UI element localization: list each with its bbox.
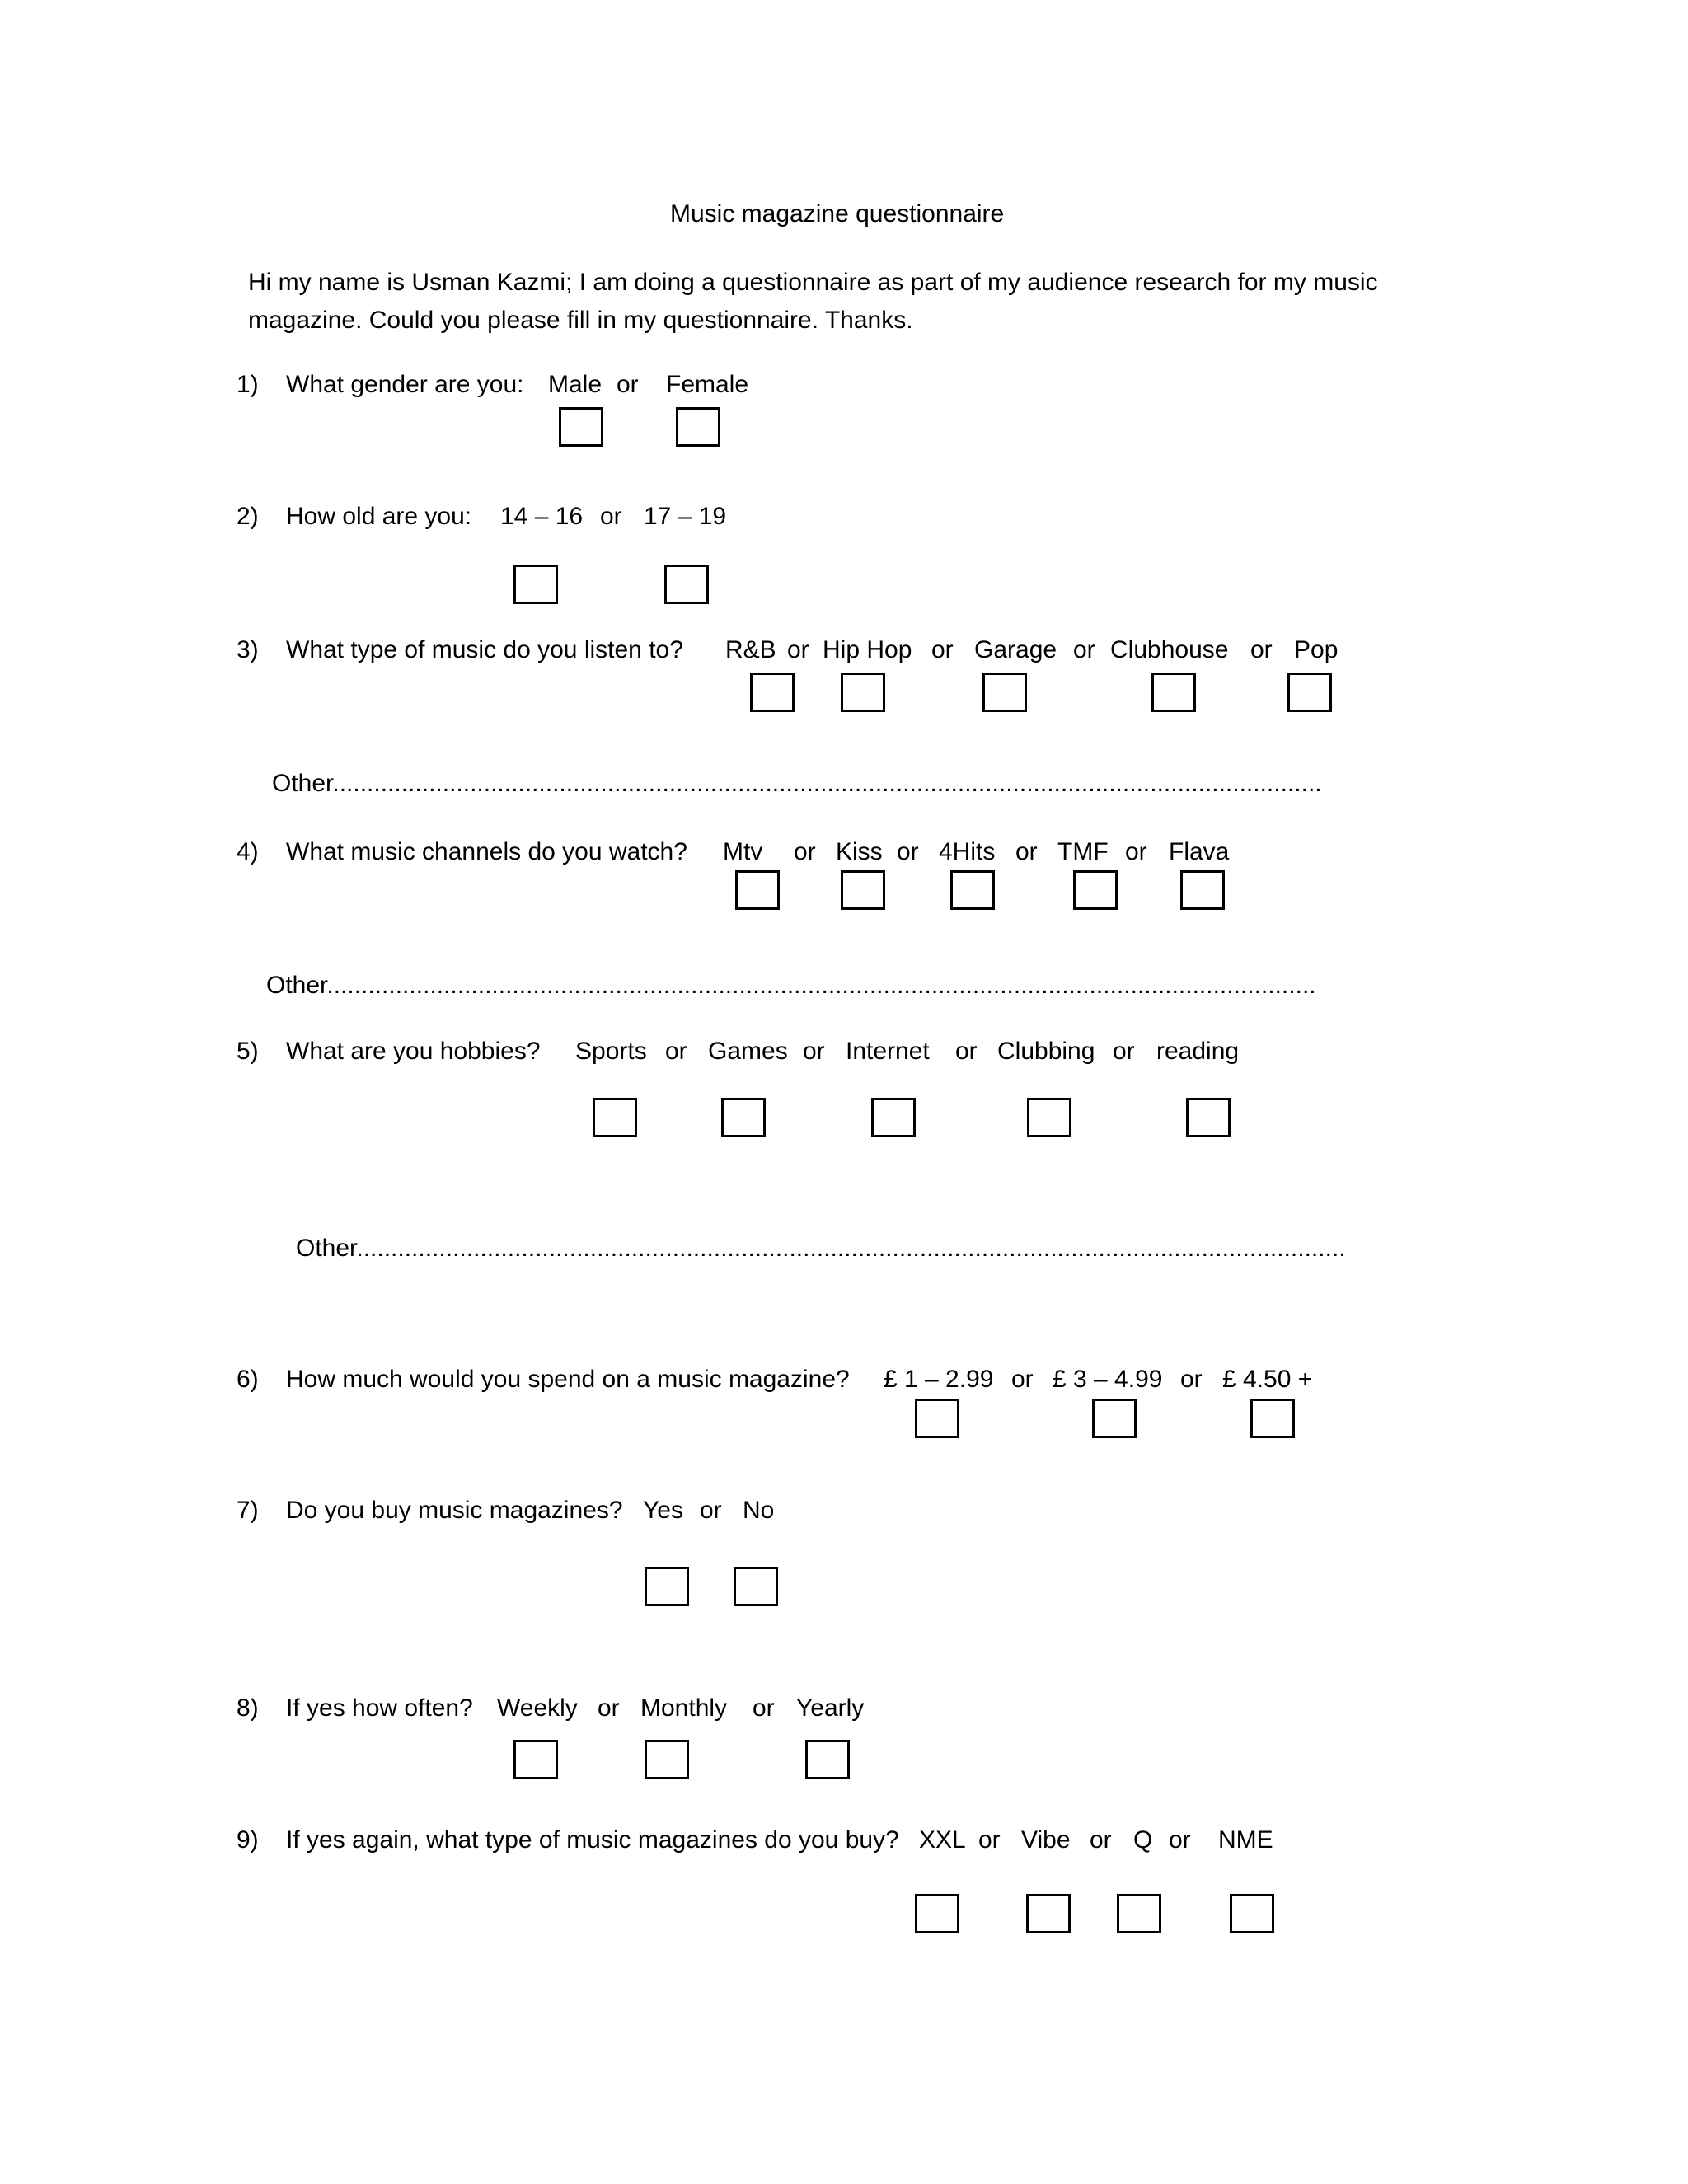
question-text: If yes how often?: [286, 1694, 473, 1722]
separator-or: or: [617, 371, 639, 398]
other-input-channels[interactable]: Other................................................................................................................................................: [266, 972, 1316, 999]
separator-or: or: [1180, 1366, 1203, 1393]
option-label-kiss: Kiss: [836, 838, 883, 865]
option-label-mtv: Mtv: [723, 838, 763, 865]
checkbox-games[interactable]: [721, 1098, 766, 1137]
separator-or: or: [1250, 636, 1273, 663]
separator-or: or: [753, 1694, 775, 1722]
separator-or: or: [897, 838, 919, 865]
checkbox-weekly[interactable]: [513, 1740, 558, 1779]
checkbox-xxl[interactable]: [915, 1894, 959, 1933]
option-label-clubbing: Clubbing: [997, 1038, 1095, 1065]
checkbox-mtv[interactable]: [735, 870, 780, 910]
question-text: How much would you spend on a music magazine?: [286, 1366, 850, 1393]
separator-or: or: [1169, 1826, 1191, 1854]
checkbox-yes[interactable]: [645, 1567, 689, 1606]
separator-or: or: [665, 1038, 687, 1065]
checkbox-pop[interactable]: [1287, 673, 1332, 712]
separator-or: or: [1073, 636, 1095, 663]
page-title: Music magazine questionnaire: [670, 200, 1005, 227]
separator-or: or: [787, 636, 809, 663]
option-label-garage: Garage: [974, 636, 1057, 663]
separator-or: or: [1113, 1038, 1135, 1065]
checkbox-rnb[interactable]: [750, 673, 795, 712]
checkbox-female[interactable]: [676, 407, 720, 447]
question-number: 4): [237, 838, 259, 865]
question-text: How old are you:: [286, 503, 472, 530]
option-label-internet: Internet: [846, 1038, 930, 1065]
option-label-xxl: XXL: [919, 1826, 966, 1854]
separator-or: or: [803, 1038, 825, 1065]
checkbox-internet[interactable]: [871, 1098, 916, 1137]
question-text: If yes again, what type of music magazines do you buy?: [286, 1826, 899, 1854]
checkbox-male[interactable]: [559, 407, 603, 447]
option-label-sports: Sports: [575, 1038, 647, 1065]
checkbox-clubbing[interactable]: [1027, 1098, 1071, 1137]
checkbox-garage[interactable]: [982, 673, 1027, 712]
checkbox-4hits[interactable]: [950, 870, 995, 910]
option-label-reading: reading: [1156, 1038, 1240, 1065]
option-label-monthly: Monthly: [640, 1694, 728, 1722]
checkbox-clubhouse[interactable]: [1151, 673, 1196, 712]
separator-or: or: [955, 1038, 978, 1065]
checkbox-yearly[interactable]: [805, 1740, 850, 1779]
question-number: 5): [237, 1038, 259, 1065]
option-label-1-299: £ 1 – 2.99: [884, 1366, 994, 1393]
question-text: Do you buy music magazines?: [286, 1497, 623, 1524]
question-text: What gender are you:: [286, 371, 524, 398]
separator-or: or: [794, 838, 816, 865]
checkbox-nme[interactable]: [1230, 1894, 1274, 1933]
option-label-pop: Pop: [1294, 636, 1339, 663]
option-label-17-19: 17 – 19: [644, 503, 727, 530]
checkbox-q[interactable]: [1117, 1894, 1161, 1933]
option-label-clubhouse: Clubhouse: [1110, 636, 1229, 663]
checkbox-tmf[interactable]: [1073, 870, 1118, 910]
checkbox-vibe[interactable]: [1026, 1894, 1071, 1933]
option-label-yearly: Yearly: [796, 1694, 865, 1722]
checkbox-kiss[interactable]: [841, 870, 885, 910]
separator-or: or: [1011, 1366, 1034, 1393]
option-label-games: Games: [708, 1038, 788, 1065]
option-label-female: Female: [666, 371, 749, 398]
checkbox-sports[interactable]: [593, 1098, 637, 1137]
checkbox-no[interactable]: [734, 1567, 778, 1606]
question-number: 7): [237, 1497, 259, 1524]
other-input-music-type[interactable]: Other................................................................................................................................................: [272, 770, 1322, 797]
option-label-weekly: Weekly: [497, 1694, 578, 1722]
checkbox-450-plus[interactable]: [1250, 1399, 1295, 1438]
checkbox-flava[interactable]: [1180, 870, 1225, 910]
option-label-rnb: R&B: [725, 636, 776, 663]
option-label-q: Q: [1133, 1826, 1153, 1854]
checkbox-1-299[interactable]: [915, 1399, 959, 1438]
checkbox-monthly[interactable]: [645, 1740, 689, 1779]
separator-or: or: [978, 1826, 1001, 1854]
option-label-male: Male: [548, 371, 603, 398]
checkbox-17-19[interactable]: [664, 565, 709, 604]
question-text: What type of music do you listen to?: [286, 636, 683, 663]
option-label-14-16: 14 – 16: [500, 503, 584, 530]
separator-or: or: [931, 636, 954, 663]
option-label-yes: Yes: [643, 1497, 683, 1524]
separator-or: or: [1125, 838, 1147, 865]
question-text: What music channels do you watch?: [286, 838, 687, 865]
option-label-hip-hop: Hip Hop: [823, 636, 912, 663]
checkbox-14-16[interactable]: [513, 565, 558, 604]
option-label-vibe: Vibe: [1021, 1826, 1071, 1854]
question-number: 6): [237, 1366, 259, 1393]
question-number: 3): [237, 636, 259, 663]
option-label-no: No: [743, 1497, 775, 1524]
option-label-450-plus: £ 4.50 +: [1222, 1366, 1313, 1393]
option-label-tmf: TMF: [1057, 838, 1109, 865]
other-input-hobbies[interactable]: Other................................................................................................................................................: [296, 1235, 1346, 1262]
separator-or: or: [700, 1497, 722, 1524]
option-label-4hits: 4Hits: [939, 838, 996, 865]
option-label-3-499: £ 3 – 4.99: [1053, 1366, 1163, 1393]
separator-or: or: [600, 503, 622, 530]
checkbox-3-499[interactable]: [1092, 1399, 1137, 1438]
separator-or: or: [1015, 838, 1038, 865]
question-number: 2): [237, 503, 259, 530]
separator-or: or: [598, 1694, 620, 1722]
separator-or: or: [1090, 1826, 1112, 1854]
question-text: What are you hobbies?: [286, 1038, 541, 1065]
checkbox-reading[interactable]: [1186, 1098, 1231, 1137]
question-number: 8): [237, 1694, 259, 1722]
option-label-nme: NME: [1218, 1826, 1273, 1854]
option-label-flava: Flava: [1169, 838, 1230, 865]
checkbox-hip-hop[interactable]: [841, 673, 885, 712]
question-number: 9): [237, 1826, 259, 1854]
intro-paragraph: Hi my name is Usman Kazmi; I am doing a questionnaire as part of my audience research for my music magazine. Could you please fill in my questionnaire. Thanks.: [248, 269, 1378, 334]
question-number: 1): [237, 371, 259, 398]
